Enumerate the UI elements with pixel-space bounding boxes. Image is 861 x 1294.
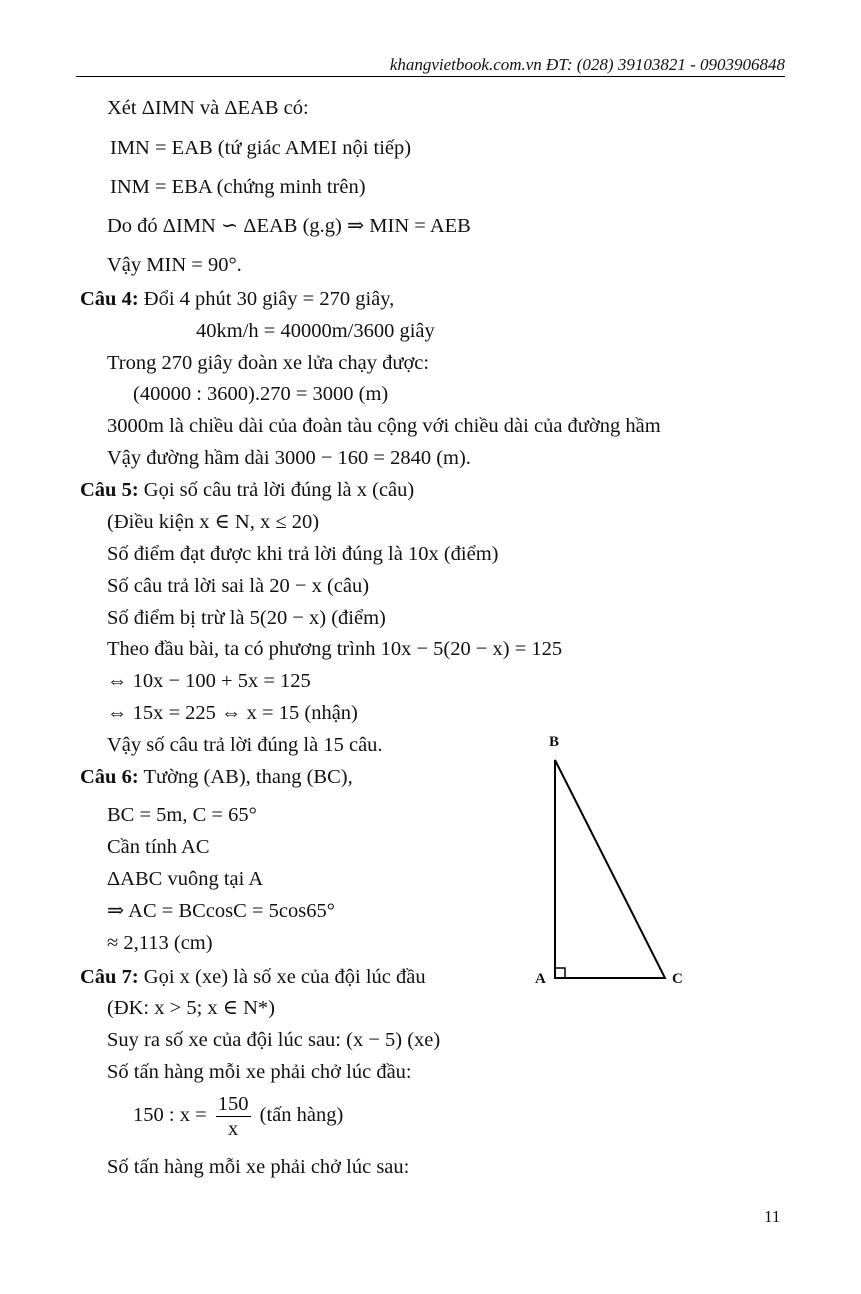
text-line: ΔABC vuông tại A: [107, 868, 264, 890]
vertex-label-c: C: [672, 971, 683, 987]
text-line: ⇔ 10x − 100 + 5x = 125: [107, 670, 311, 692]
question-label: Câu 4:: [80, 288, 139, 310]
text-line: IMN = EAB (tứ giác AMEI nội tiếp): [110, 137, 412, 159]
question-label: Câu 6:: [80, 766, 139, 788]
right-angle-mark: [555, 968, 565, 978]
text-line: Đổi 4 phút 30 giây = 270 giây,: [143, 288, 395, 310]
text-line: Số tấn hàng mỗi xe phải chở lúc sau:: [107, 1156, 410, 1178]
text-line: 40km/h = 40000m/3600 giây: [196, 320, 435, 342]
vertex-label-b: B: [549, 734, 560, 750]
text-line: Số câu trả lời sai là 20 − x (câu): [107, 575, 370, 597]
text-line: (ĐK: x > 5; x ∈ N*): [107, 997, 275, 1019]
denominator: x: [228, 1118, 239, 1140]
text-line: Suy ra số xe của đội lúc sau: (x − 5) (xe): [107, 1029, 441, 1051]
text-line: Gọi x (xe) là số xe của đội lúc đầu: [143, 966, 426, 988]
text-line: Xét ΔIMN và ΔEAB có:: [107, 97, 309, 119]
text-line: 3000m là chiều dài của đoàn tàu cộng với chiều dài của đường hầm: [107, 415, 661, 437]
text-line: (Điều kiện x ∈ N, x ≤ 20): [107, 511, 320, 533]
text-line: Vậy đường hầm dài 3000 − 160 = 2840 (m).: [107, 447, 471, 469]
formula-unit: (tấn hàng): [259, 1104, 344, 1127]
page-header: khangvietbook.com.vn ĐT: (028) 39103821 - 0903906848: [389, 55, 785, 74]
text-line: ≈ 2,113 (cm): [107, 932, 213, 954]
text-line: Theo đầu bài, ta có phương trình 10x − 5(20 − x) = 125: [107, 638, 563, 660]
text-line: Do đó ΔIMN ∽ ΔEAB (g.g) ⇒ MIN = AEB: [107, 215, 471, 237]
text-line: BC = 5m, C = 65°: [107, 804, 257, 826]
text-line: INM = EBA (chứng minh trên): [110, 176, 366, 198]
text-line: Vậy MIN = 90°.: [107, 254, 242, 276]
formula-lhs: 150 : x =: [133, 1104, 207, 1127]
text-line: ⇒ AC = BCcosC = 5cos65°: [107, 900, 335, 922]
triangle-abc: [555, 760, 665, 978]
text-line: Tường (AB), thang (BC),: [143, 766, 353, 788]
page-number: 11: [764, 1207, 781, 1226]
text-line: Trong 270 giây đoàn xe lửa chạy được:: [107, 352, 430, 374]
vertex-label-a: A: [535, 971, 546, 987]
text-line: Số điểm đạt được khi trả lời đúng là 10x (điểm): [107, 543, 499, 565]
text-line: Số điểm bị trừ là 5(20 − x) (điểm): [107, 607, 386, 629]
numerator: 150: [217, 1093, 249, 1115]
text-line: Gọi số câu trả lời đúng là x (câu): [143, 479, 415, 501]
text-line: Số tấn hàng mỗi xe phải chở lúc đầu:: [107, 1061, 412, 1083]
text-line: Vậy số câu trả lời đúng là 15 câu.: [107, 734, 383, 756]
question-label: Câu 7:: [80, 966, 139, 988]
text-line: Cần tính AC: [107, 836, 210, 858]
text-line: (40000 : 3600).270 = 3000 (m): [133, 383, 389, 405]
question-label: Câu 5:: [80, 479, 139, 501]
text-line: ⇔ 15x = 225 ⇔ x = 15 (nhận): [107, 702, 358, 724]
